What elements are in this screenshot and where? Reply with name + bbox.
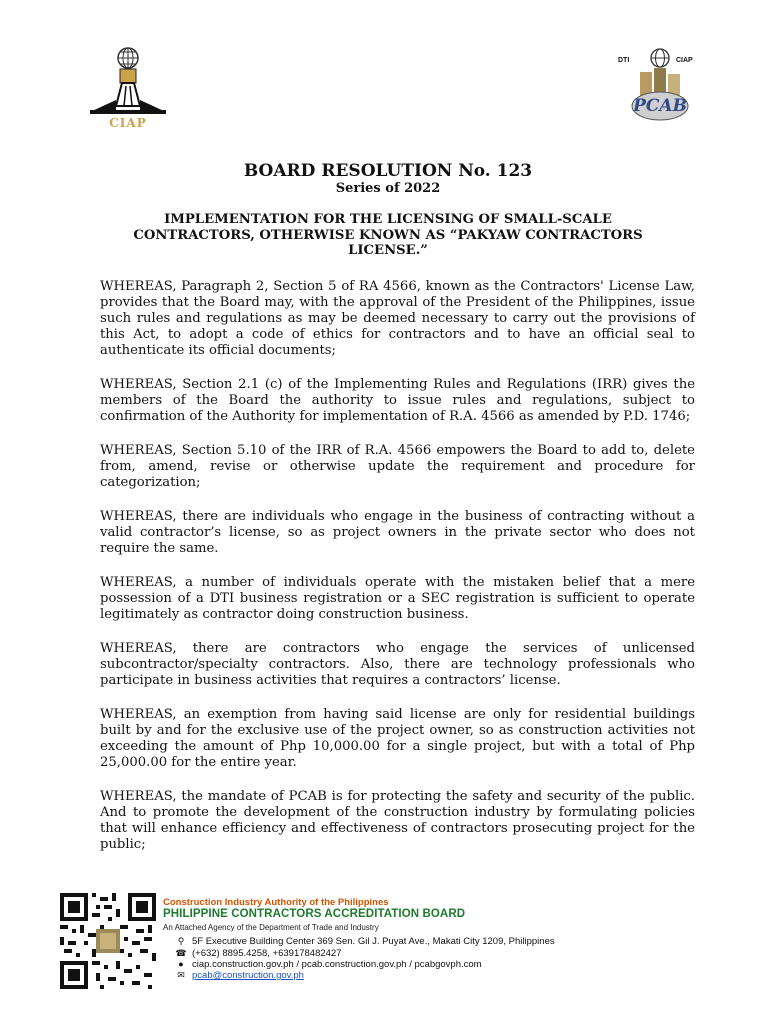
whereas-paragraph: WHEREAS, a number of individuals operate with the mistaken belief that a mere possession of a DTI business registration or a SEC registration is sufficient to operate legitimately as contractor doing construction business.: [100, 575, 695, 622]
whereas-paragraph: WHEREAS, there are contractors who engage the services of unlicensed subcontractor/specialty contractors. Also, there are technology professionals who participate in business activities that requires a contractors’ license.: [100, 641, 695, 688]
ciap-logo-text: CIAP: [109, 116, 147, 130]
document-body: [100, 279, 695, 871]
email-line: [170, 970, 304, 981]
whereas-paragraph: WHEREAS, Section 5.10 of the IRR of R.A. 4566 empowers the Board to add to, delete from, amend, revise or otherwise update the requirement and procedure for categorization;: [100, 443, 695, 490]
document-subject: IMPLEMENTATION FOR THE LICENSING OF SMALL-SCALE CONTRACTORS, OTHERWISE KNOWN AS “PAKYAW CONTRACTORS LICENSE.”: [133, 212, 643, 258]
whereas-paragraph: WHEREAS, the mandate of PCAB is for protecting the safety and security of the public. And to promote the development of the construction industry by formulating policies that will enhance efficiency and effectiveness of contractors prosecuting project for the public;: [100, 789, 695, 852]
phone-text: (+632) 8895.4258, +639178482427: [192, 948, 342, 959]
web-line: [170, 959, 482, 970]
phone-line: [170, 948, 342, 959]
ciap-logo: [86, 44, 170, 134]
whereas-paragraph: WHEREAS, there are individuals who engage in the business of contracting without a valid contractor’s license, so as project owners in the private sector who does not require the same.: [100, 509, 695, 556]
pcab-logo-text: PCAB: [633, 96, 687, 116]
address-line: [170, 936, 555, 947]
letterhead-footer: [60, 893, 740, 993]
document-series: Series of 2022: [335, 181, 441, 196]
pcab-dti-ciap-logo: [618, 46, 702, 128]
whereas-paragraph: WHEREAS, Section 2.1 (c) of the Implementing Rules and Regulations (IRR) gives the members of the Board the authority to issue rules and regulations, subject to confirmation of the Authority for implementation of R.A. 4566 as amended by P.D. 1746;: [100, 377, 695, 424]
org-subtitle: An Attached Agency of the Department of Trade and Industry: [163, 923, 379, 932]
org-name-pcab: PHILIPPINE CONTRACTORS ACCREDITATION BOARD: [163, 908, 466, 920]
telephone-icon: ☎: [175, 948, 187, 958]
location-pin-icon: ⚲: [177, 936, 185, 946]
qr-code[interactable]: [60, 893, 156, 989]
title-block: [0, 161, 768, 197]
document-title: BOARD RESOLUTION No. 123: [243, 161, 533, 181]
web-text[interactable]: ciap.construction.gov.ph / pcab.construction.gov.ph / pcabgovph.com: [192, 959, 482, 970]
globe-icon: ●: [178, 959, 184, 969]
envelope-icon: ✉: [177, 970, 185, 980]
whereas-paragraph: WHEREAS, an exemption from having said license are only for residential buildings built by and for the exclusive use of the project owner, so as construction activities not exceeding the amount of Php 10,000.00 for a single project, but with a total of Php 25,000.00 for the entire year.: [100, 707, 695, 770]
dti-label: DTI: [618, 57, 630, 64]
ciap-label: CIAP: [676, 57, 693, 64]
email-link[interactable]: pcab@construction.gov.ph: [192, 970, 304, 981]
address-text: 5F Executive Building Center 369 Sen. Gil J. Puyat Ave., Makati City 1209, Philippines: [192, 936, 555, 947]
whereas-paragraph: WHEREAS, Paragraph 2, Section 5 of RA 4566, known as the Contractors' License Law, provides that the Board may, with the approval of the President of the Philippines, issue such rules and regulations as may be deemed necessary to carry out the provisions of this Act, to adopt a code of ethics for contractors and to have an official seal to authenticate its official documents;: [100, 279, 695, 358]
org-name-ciap: Construction Industry Authority of the Philippines: [163, 897, 389, 908]
